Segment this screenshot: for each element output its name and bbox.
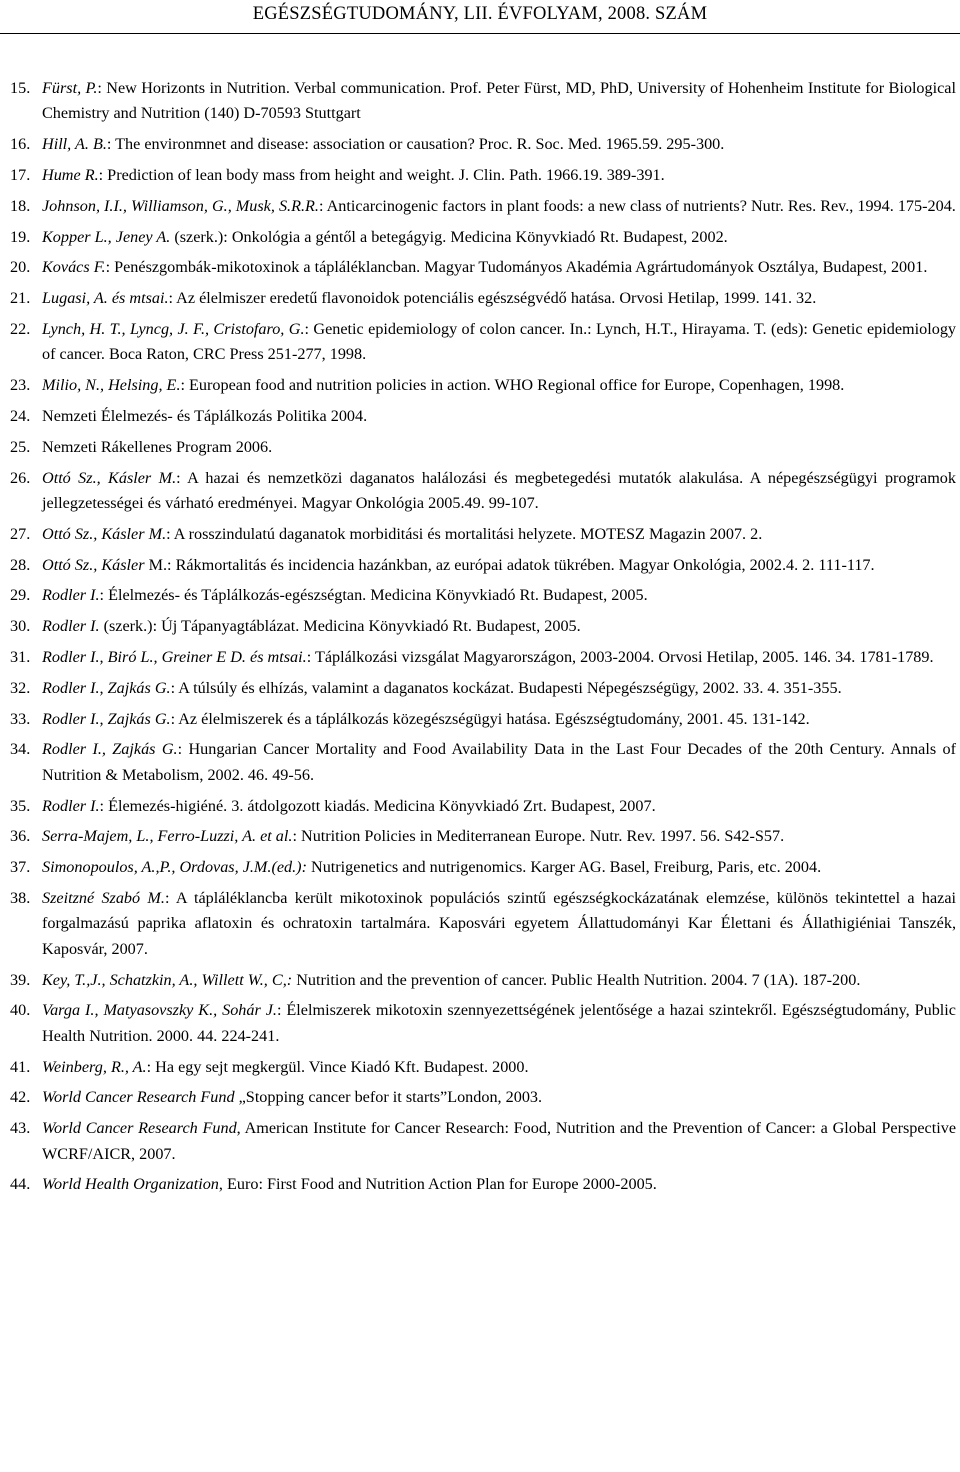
reference-text: : The environmnet and disease: association or causation? Proc. R. Soc. Med. 1965.59. 295-300. — [106, 135, 725, 154]
reference-authors: Lugasi, A. és mtsai. — [42, 289, 169, 308]
reference-text: : Anticarcinogenic factors in plant foods: a new class of nutrients? Nutr. Res. Rev., 1994. 175-204. — [318, 196, 956, 215]
reference-text: Nemzeti Rákellenes Program 2006. — [42, 437, 273, 456]
reference-authors: Rodler I., Zajkás G. — [42, 740, 178, 759]
reference-item — [10, 225, 956, 250]
reference-authors: Simonopoulos, A.,P., Ordovas, J.M.(ed.): — [42, 858, 307, 877]
reference-text: , American Institute for Cancer Research: Food, Nutrition and the Prevention of Cancer: a Global Perspective WCRF/AICR, 2007. — [42, 1119, 957, 1163]
reference-text: : Táplálkozási vizsgálat Magyarországon, 2003-2004. Orvosi Hetilap, 2005. 146. 34. 1781-1789. — [306, 647, 934, 666]
reference-number: 34. — [10, 740, 31, 759]
reference-number: 32. — [10, 678, 31, 697]
reference-item — [10, 1085, 956, 1110]
reference-authors: Lynch, H. T., Lyncg, J. F., Cristofaro, G. — [42, 319, 305, 338]
reference-item — [10, 968, 956, 993]
reference-item — [10, 824, 956, 849]
reference-number: 44. — [10, 1175, 31, 1194]
reference-authors: Key, T.,J., Schatzkin, A., Willett W., C,: — [42, 970, 293, 989]
reference-text: Nutrigenetics and nutrigenomics. Karger AG. Basel, Freiburg, Paris, etc. 2004. — [306, 858, 822, 877]
reference-number: 29. — [10, 586, 31, 605]
reference-item — [10, 998, 956, 1049]
reference-authors: Kovács F. — [42, 258, 106, 277]
reference-item — [10, 286, 956, 311]
reference-number: 25. — [10, 437, 31, 456]
reference-item — [10, 163, 956, 188]
reference-item — [10, 794, 956, 819]
reference-text: : Nutrition Policies in Mediterranean Europe. Nutr. Rev. 1997. 56. S42-S57. — [292, 827, 785, 846]
reference-text: : Élelmiszerek mikotoxin szennyezettségének jelentősége a hazai szintekről. Egészségtudomány, Public Health Nutrition. 2000. 44. 224-241. — [42, 1001, 956, 1045]
reference-text: : Élelmezés- és Táplálkozás-egészségtan. Medicina Könyvkiadó Rt. Budapest, 2005. — [99, 586, 648, 605]
reference-item — [10, 317, 956, 368]
reference-authors: Serra-Majem, L., Ferro-Luzzi, A. et al. — [42, 827, 293, 846]
reference-item — [10, 132, 956, 157]
reference-text: : A hazai és nemzetközi daganatos halálozási és megbetegedési mutatók alakulása. A népegészségügyi programok jellegzetességei és várható eredményei. Magyar Onkológia 2005.49. 99-107. — [42, 468, 956, 512]
reference-item — [10, 737, 956, 788]
reference-number: 41. — [10, 1057, 31, 1076]
reference-number: 28. — [10, 555, 31, 574]
reference-text: M.: Rákmortalitás és incidencia hazánkban, az európai adatok tükrében. Magyar Onkológia, 2002.4. 2. 111-117. — [144, 555, 875, 574]
reference-number: 18. — [10, 196, 31, 215]
reference-text: : European food and nutrition policies in action. WHO Regional office for Europe, Copenhagen, 1998. — [180, 376, 845, 395]
reference-number: 37. — [10, 858, 31, 877]
reference-number: 39. — [10, 970, 31, 989]
reference-text: Nemzeti Élelmezés- és Táplálkozás Politika 2004. — [42, 406, 368, 425]
reference-item — [10, 522, 956, 547]
reference-item — [10, 404, 956, 429]
reference-authors: Kopper L., Jeney A. — [42, 227, 171, 246]
reference-authors: Hume R. — [42, 166, 99, 184]
reference-authors: Milio, N., Helsing, E. — [42, 376, 181, 395]
reference-text: : Az élelmiszer eredetű flavonoidok potenciális egészségvédő hatása. Orvosi Hetilap, 1999. 141. 32. — [168, 289, 817, 308]
reference-item — [10, 614, 956, 639]
reference-item — [10, 886, 956, 962]
reference-text: : Az élelmiszerek és a táplálkozás közegészségügyi hatása. Egészségtudomány, 2001. 45. 131-142. — [170, 709, 810, 728]
reference-item — [10, 194, 956, 219]
reference-authors: World Cancer Research Fund — [42, 1088, 235, 1107]
reference-authors: Ottó Sz., Kásler — [42, 555, 145, 574]
reference-list — [10, 76, 956, 1198]
reference-text: : Ha egy sejt megkergül. Vince Kiadó Kft. Budapest. 2000. — [146, 1057, 529, 1076]
reference-item — [10, 466, 956, 517]
reference-text: Nutrition and the prevention of cancer. Public Health Nutrition. 2004. 7 (1A). 187-200. — [292, 970, 861, 989]
reference-text: : Genetic epidemiology of colon cancer. In.: Lynch, H.T., Hirayama. T. (eds): Genetic epidemiology of cancer. Boca Raton, CRC Press 251-277, 1998. — [42, 319, 957, 364]
reference-item — [10, 435, 956, 460]
reference-item — [10, 76, 956, 127]
reference-number: 21. — [10, 289, 31, 308]
reference-number: 22. — [10, 319, 31, 338]
reference-number: 36. — [10, 827, 31, 846]
reference-text: „Stopping cancer befor it starts”London, 2003. — [234, 1088, 543, 1107]
reference-item — [10, 1172, 956, 1197]
reference-authors: Rodler I., Biró L., Greiner E D. és mtsai. — [42, 647, 307, 666]
reference-authors: World Health Organization — [42, 1175, 219, 1194]
reference-text: : A rosszindulatú daganatok morbiditási és mortalitási helyzete. MOTESZ Magazin 2007. 2. — [166, 524, 763, 543]
reference-item — [10, 553, 956, 578]
reference-authors: Ottó Sz., Kásler M. — [42, 468, 177, 487]
reference-number: 15. — [10, 79, 31, 97]
reference-authors: Ottó Sz., Kásler M. — [42, 524, 167, 543]
reference-number: 30. — [10, 617, 31, 636]
reference-number: 19. — [10, 227, 31, 246]
reference-authors: Hill, A. B. — [42, 135, 107, 154]
reference-item — [10, 645, 956, 670]
reference-text: (szerk.): Onkológia a géntől a betegágyig. Medicina Könyvkiadó Rt. Budapest, 2002. — [170, 227, 728, 246]
reference-text: : A túlsúly és elhízás, valamint a daganatos kockázat. Budapesti Népegészségügy, 2002. 33. 4. 351-355. — [170, 678, 842, 697]
reference-number: 31. — [10, 647, 31, 666]
reference-authors: Weinberg, R., A. — [42, 1057, 147, 1076]
reference-number: 38. — [10, 888, 31, 907]
reference-text: : Penészgombák-mikotoxinok a tápláléklancban. Magyar Tudományos Akadémia Agrártudományok Osztálya, Budapest, 2001. — [105, 258, 928, 277]
reference-text: : A tápláléklancba került mikotoxinok populációs szintű egészségkockázatának elemzése, különös tekintettel a hazai forgalmazású paprika aflatoxin és ochratoxin tartalmára. Kaposvári egyetem Állattudományi Kar Élettani és Állathigiéniai Tanszék, Kaposvár, 2007. — [42, 888, 957, 958]
reference-number: 42. — [10, 1088, 31, 1107]
reference-authors: Szeitzné Szabó M. — [42, 888, 165, 907]
reference-text: : Élemezés-higiéné. 3. átdolgozott kiadás. Medicina Könyvkiadó Zrt. Budapest, 2007. — [99, 796, 656, 815]
reference-number: 20. — [10, 258, 31, 277]
reference-number: 27. — [10, 524, 31, 543]
reference-authors: Rodler I. — [42, 617, 100, 636]
reference-authors: Varga I., Matyasovszky K., Sohár J. — [42, 1001, 277, 1020]
reference-authors: Rodler I. — [42, 586, 100, 605]
reference-text: : Prediction of lean body mass from height and weight. J. Clin. Path. 1966.19. 389-391. — [98, 166, 665, 184]
reference-number: 24. — [10, 406, 31, 425]
header-rule — [0, 33, 960, 34]
reference-item — [10, 1116, 956, 1167]
reference-authors: Rodler I., Zajkás G. — [42, 709, 171, 728]
reference-text: : Hungarian Cancer Mortality and Food Availability Data in the Last Four Decades of the 20th Century. Annals of Nutrition & Metabolism, 2002. 46. 49-56. — [42, 740, 956, 784]
reference-item — [10, 583, 956, 608]
reference-authors: Rodler I. — [42, 796, 100, 815]
reference-number: 17. — [10, 166, 31, 184]
reference-item — [10, 255, 956, 280]
reference-authors: Johnson, I.I., Williamson, G., Musk, S.R.R. — [42, 196, 319, 215]
reference-number: 33. — [10, 709, 31, 728]
reference-text: (szerk.): Új Tápanyagtáblázat. Medicina Könyvkiadó Rt. Budapest, 2005. — [99, 617, 581, 636]
reference-authors: World Cancer Research Fund — [42, 1119, 237, 1138]
reference-number: 35. — [10, 796, 31, 815]
reference-number: 43. — [10, 1119, 31, 1138]
reference-authors: Rodler I., Zajkás G. — [42, 678, 171, 697]
reference-number: 16. — [10, 135, 31, 154]
reference-item — [10, 855, 956, 880]
reference-text: , Euro: First Food and Nutrition Action Plan for Europe 2000-2005. — [218, 1175, 657, 1194]
reference-number: 40. — [10, 1001, 31, 1020]
reference-item — [10, 373, 956, 398]
reference-text: : New Horizonts in Nutrition. Verbal communication. Prof. Peter Fürst, MD, PhD, University of Hohenheim Institute for Biological Chemistry and Nutrition (140) D-70593 Stuttgart — [42, 79, 956, 123]
reference-item — [10, 676, 956, 701]
running-header: EGÉSZSÉGTUDOMÁNY, LII. ÉVFOLYAM, 2008. SZÁM — [252, 4, 708, 24]
reference-item — [10, 1055, 956, 1080]
reference-item — [10, 707, 956, 732]
reference-authors: Fürst, P. — [42, 79, 98, 97]
reference-number: 23. — [10, 376, 31, 395]
reference-number: 26. — [10, 468, 31, 487]
